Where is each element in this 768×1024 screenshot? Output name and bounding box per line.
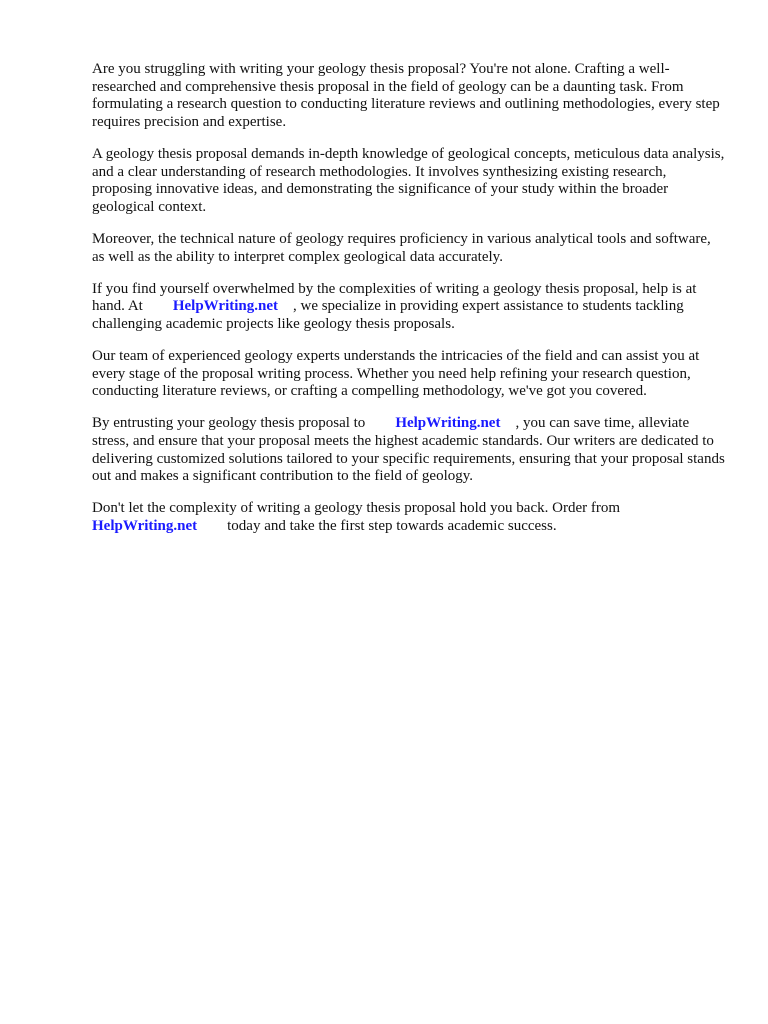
paragraph-help-text-before: If you find yourself overwhelmed by the complexities of writing a geology thesis proposal, help is at hand. At xyxy=(92,280,697,315)
paragraph-entrusting-text-after: , you can save time, alleviate stress, and ensure that your proposal meets the highest academic standards. Our writers are dedicated to delivering customized solutions tailored to your specific requirements, ensuring that your proposal stands out and makes a significant contribution to the field of geology. xyxy=(92,415,725,485)
paragraph-entrusting-text-before: By entrusting your geology thesis proposal to xyxy=(92,415,366,432)
helpwriting-link-2[interactable]: HelpWriting.net xyxy=(395,415,501,432)
paragraph-intro-text: Are you struggling with writing your geology thesis proposal? You're not alone. Crafting a well-researched and comprehensive thesis proposal in the field of geology can be a daunting task. From formulating a research question to conducting literature reviews and outlining methodologies, every step requires precision and expertise. xyxy=(92,61,720,130)
helpwriting-link-1[interactable]: HelpWriting.net xyxy=(172,298,278,315)
paragraph-help xyxy=(92,281,726,334)
paragraph-cta xyxy=(92,500,726,535)
paragraph-intro xyxy=(92,61,726,131)
paragraph-requirements-text: A geology thesis proposal demands in-depth knowledge of geological concepts, meticulous data analysis, and a clear understanding of research methodologies. It involves synthesizing existing research, proposing innovative ideas, and demonstrating the significance of your study within the broader geological context. xyxy=(92,145,725,215)
paragraph-cta-text-after: today and take the first step towards academic success. xyxy=(227,518,557,535)
document-body xyxy=(92,61,726,550)
paragraph-team xyxy=(92,348,726,401)
helpwriting-link-3[interactable]: HelpWriting.net xyxy=(92,518,198,535)
paragraph-help-text-after: , we specialize in providing expert assistance to students tackling challenging academic projects like geology thesis proposals. xyxy=(92,298,684,332)
paragraph-entrusting xyxy=(92,415,726,485)
paragraph-technical-text: Moreover, the technical nature of geology requires proficiency in various analytical tools and software, as well as the ability to interpret complex geological data accurately. xyxy=(92,230,711,265)
paragraph-technical xyxy=(92,231,726,266)
paragraph-requirements xyxy=(92,146,726,216)
paragraph-team-text: Our team of experienced geology experts understands the intricacies of the field and can assist you at every stage of the proposal writing process. Whether you need help refining your research question, conducting literature reviews, or crafting a compelling methodology, we've got you covered. xyxy=(92,348,700,400)
paragraph-cta-text-before: Don't let the complexity of writing a geology thesis proposal hold you back. Order from xyxy=(92,500,621,517)
